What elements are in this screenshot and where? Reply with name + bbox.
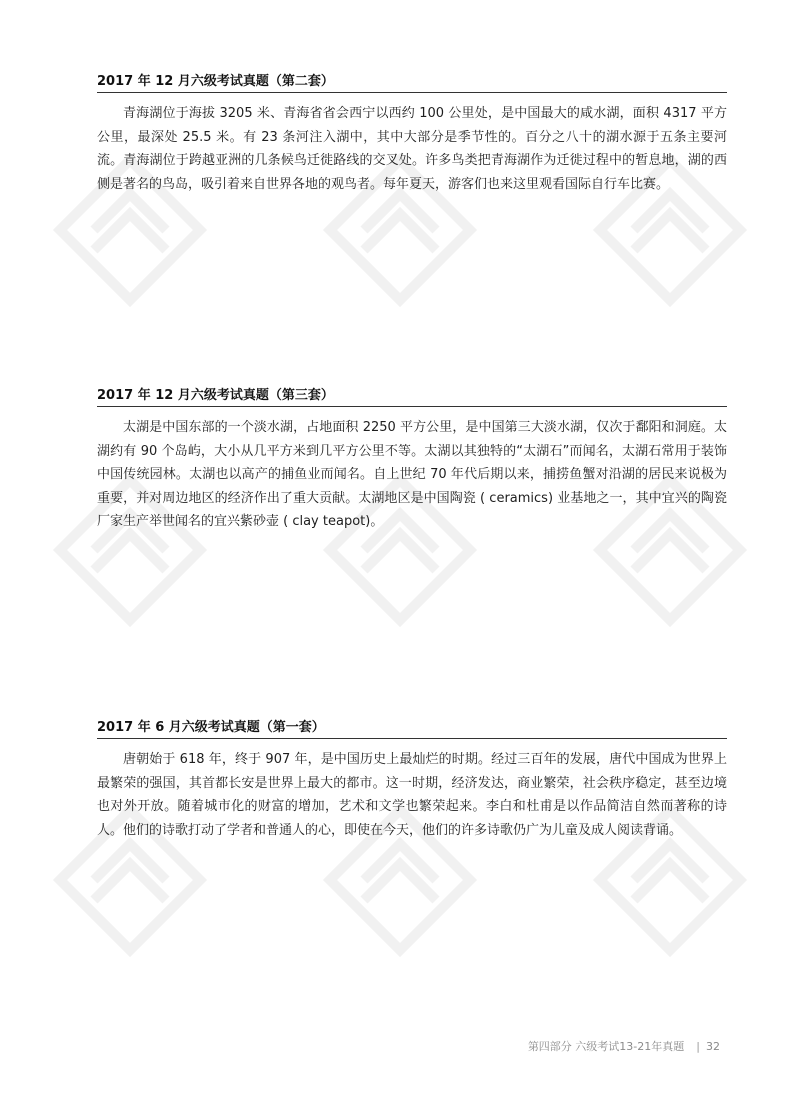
page-footer bbox=[528, 1038, 720, 1054]
footer-separator: | bbox=[696, 1040, 700, 1053]
watermark-chevrons bbox=[94, 194, 166, 250]
watermark-chevrons bbox=[94, 844, 166, 900]
footer-section-label: 第四部分 六级考试13-21年真题 bbox=[527, 1040, 685, 1053]
section-title: 2017 年 6 月六级考试真题（第一套） bbox=[97, 718, 727, 739]
section-2017-12-set2 bbox=[97, 72, 727, 196]
section-2017-6-set1 bbox=[97, 718, 727, 842]
page-number: 32 bbox=[706, 1040, 720, 1053]
watermark-chevrons bbox=[364, 194, 436, 250]
section-body: 青海湖位于海拔 3205 米、青海省省会西宁以西约 100 公里处，是中国最大的咸水湖，面积 4317 平方公里，最深处 25.5 米。有 23 条河注入湖中，其中大部分是季节性的。百分之八十的湖水源于五条主要河流。青海湖位于跨越亚洲的几条候鸟迁徙路线的交叉处。许多鸟类把青海湖作为迁徙过程中的暂息地，湖的西侧是著名的鸟岛，吸引着来自世界各地的观鸟者。每年夏天，游客们也来这里观看国际自行车比赛。 bbox=[97, 106, 727, 192]
section-2017-12-set3 bbox=[97, 386, 727, 534]
watermark-chevrons bbox=[634, 844, 706, 900]
section-title: 2017 年 12 月六级考试真题（第三套） bbox=[97, 386, 727, 407]
section-body: 太湖是中国东部的一个淡水湖，占地面积 2250 平方公里，是中国第三大淡水湖，仅次于鄱阳和洞庭。太湖约有 90 个岛屿，大小从几平方米到几平方公里不等。太湖以其独特的“太湖石”而闻名，太湖石常用于装饰中国传统园林。太湖也以高产的捕鱼业而闻名。自上世纪 70 年代后期以来，捕捞鱼蟹对沿湖的居民来说极为重要，并对周边地区的经济作出了重大贡献。太湖地区是中国陶瓷 ( ceramics) 业基地之一，其中宜兴的陶瓷厂家生产举世闻名的宜兴紫砂壶 ( clay teapot)。 bbox=[97, 420, 727, 529]
section-title: 2017 年 12 月六级考试真题（第二套） bbox=[97, 72, 727, 93]
watermark-chevrons bbox=[364, 844, 436, 900]
watermark-chevrons bbox=[634, 194, 706, 250]
section-body: 唐朝始于 618 年，终于 907 年，是中国历史上最灿烂的时期。经过三百年的发展，唐代中国成为世界上最繁荣的强国，其首都长安是世界上最大的都市。这一时期，经济发达，商业繁荣，社会秩序稳定，甚至边境也对外开放。随着城市化的财富的增加，艺术和文学也繁荣起来。李白和杜甫是以作品简洁自然而著称的诗人。他们的诗歌打动了学者和普通人的心，即使在今天，他们的许多诗歌仍广为儿童及成人阅读背诵。 bbox=[97, 752, 727, 838]
